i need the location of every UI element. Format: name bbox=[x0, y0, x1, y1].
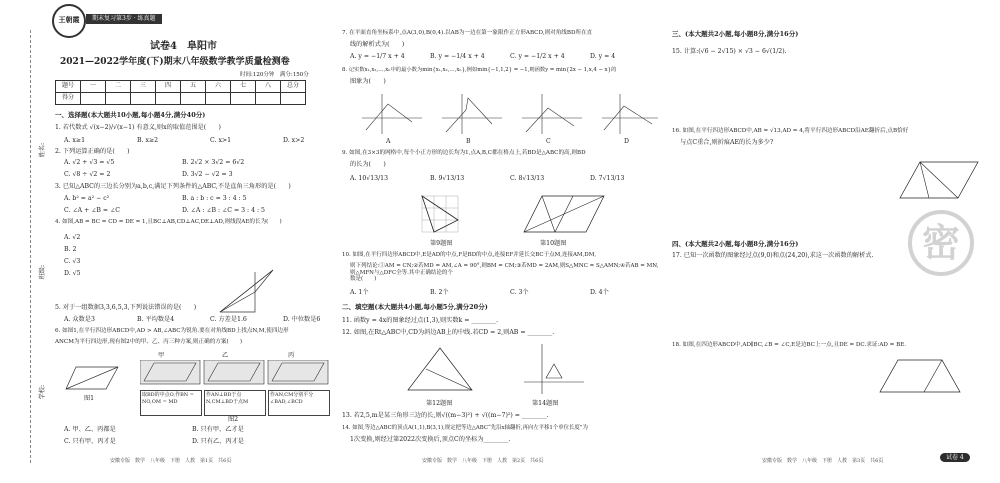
score-cell[interactable] bbox=[156, 93, 181, 105]
q10-text-1: 10. 如图,在平行四边形ABCD中,E是AD的中点,F是BD的中点,连接EF并延长交BC于点M,连接AM,DM, bbox=[342, 252, 597, 258]
logo bbox=[52, 4, 86, 38]
q8-text-1: 8. 记实数x₁,x₂,…,xₙ中的最小数为min{x₁,x₂,…,xₙ},例如min{−1,1,2} = −1,则函数y = min{2x − 1,x,4 − x}的 bbox=[342, 67, 617, 73]
q10-option: A. 1个 bbox=[350, 289, 369, 296]
q9-option: D. 7√13/13 bbox=[590, 175, 625, 182]
q12-text: 12. 如图,在Rt△ABC中,CD为斜边AB上的中线.若CD = 2,则AB = ________. bbox=[342, 329, 555, 336]
q3-text: 3. 已知△ABC的三边长分别为a,b,c,满足下列条件的△ABC,不是直角三角形的是( ) bbox=[55, 183, 291, 190]
logo-text: 王朝霞 bbox=[58, 15, 80, 24]
q3-option: A. b² = a² − c² bbox=[64, 195, 110, 202]
page-footer-3: 安徽专版 数学 八年级 下册 人教 第3页 共6页 bbox=[762, 458, 884, 464]
q4-option: C. √3 bbox=[64, 258, 81, 265]
q8-label-b: B bbox=[466, 138, 471, 145]
section-2-heading: 二、填空题(本大题共4小题,每小题5分,满分20分) bbox=[342, 303, 488, 311]
q10-figure-caption: 第10题图 bbox=[540, 240, 567, 247]
q3-option: B. a : b : c = 3 : 4 : 5 bbox=[182, 195, 247, 202]
q5-option: A. 众数是3 bbox=[64, 316, 95, 323]
q14-text-2: 1次变换,则经过第2022次变换后,顶点C的坐标为________. bbox=[350, 436, 511, 443]
q4-option: D. √5 bbox=[64, 270, 81, 277]
q9-options bbox=[350, 175, 624, 183]
score-cell: 三 bbox=[131, 81, 156, 93]
q1-options bbox=[64, 137, 322, 145]
q7-option: B. y = −1/4 x + 4 bbox=[430, 53, 485, 60]
q7-option: A. y = −1/7 x + 4 bbox=[350, 53, 405, 60]
q2-options-row2 bbox=[64, 171, 233, 179]
q6-plan-b: 乙 bbox=[222, 352, 229, 359]
q8-label-a: A bbox=[386, 138, 391, 145]
q8-text-2: 图象为( ) bbox=[350, 78, 386, 85]
paper-tag-label: 试卷 4 bbox=[940, 453, 970, 462]
q13-text: 13. 若2,5,m是某三角形三边的长,则√((m−3)²) + √((m−7)²) = ________. bbox=[342, 412, 549, 419]
score-cell: 四 bbox=[156, 81, 181, 93]
q6-figure-2-caption: 图2 bbox=[228, 416, 239, 423]
score-cell[interactable] bbox=[106, 93, 131, 105]
q2-option: D. 3√2 − √2 = 3 bbox=[182, 171, 233, 178]
q14-figure bbox=[522, 342, 586, 396]
q6-plan-b-box: 作AN⊥BD于点N,CM⊥BD于点M bbox=[204, 390, 266, 416]
score-cell: 七 bbox=[231, 81, 256, 93]
section-4-heading: 四、(本大题共2小题,每小题8分,满分16分) bbox=[672, 240, 799, 248]
confidential-stamp bbox=[908, 210, 974, 276]
q16-text-2: 与点C重合,则折痕AE的长为多少? bbox=[680, 139, 774, 146]
score-cell[interactable] bbox=[206, 93, 231, 105]
section-3-heading: 三、(本大题共2小题,每小题8分,满分16分) bbox=[672, 30, 799, 38]
q7-text-1: 7. 在平面直角坐标系中,点A(3,0),B(0,4).以AB为一边在第一象限作正方形ABCD,则对角线BD所在直 bbox=[342, 30, 593, 36]
q10-option: D. 4个 bbox=[590, 289, 609, 296]
q5-option: B. 平均数是4 bbox=[137, 316, 175, 323]
q7-option: C. y = −1/2 x + 4 bbox=[510, 53, 565, 60]
stamp-text: 密 bbox=[921, 220, 960, 265]
q9-option: C. 8√13/13 bbox=[510, 175, 545, 182]
q3-option: C. ∠A + ∠B = ∠C bbox=[64, 207, 120, 214]
q2-option: C. √8 ÷ √2 = 2 bbox=[64, 171, 111, 178]
paper-tag bbox=[940, 454, 970, 462]
right-column bbox=[672, 0, 996, 483]
q1-text: 1. 若代数式 √(x−2)/√(x−1) 有意义,则x的取值范围是( ) bbox=[55, 124, 221, 131]
q10-text-2: 则下列结论:①AM = CN;②若MD = AM,∠A = 90°,则BM = CM;③若MD = 2AM,则S△MNC = S△AMN;④若AB = MN,则△MFN与△DFC全等.其中正确结论的个 bbox=[350, 263, 659, 277]
q6-option: B. 只有甲、乙才是 bbox=[192, 426, 244, 433]
q12-figure bbox=[406, 344, 476, 394]
review-badge: 期末复习第3步 · 练真题 bbox=[86, 14, 162, 24]
q8-graphs bbox=[362, 90, 662, 136]
q6-plan-c-box: 作AN,CM分别平分∠BAD,∠BCD bbox=[268, 390, 330, 416]
score-header-row bbox=[56, 81, 306, 93]
q9-option: B. 9√13/13 bbox=[430, 175, 465, 182]
q1-option: C. x>1 bbox=[210, 137, 232, 144]
paper-number: 试卷4 阜阳市 bbox=[150, 41, 217, 52]
exam-title: 2021—2022学年度(下)期末八年级数学教学质量检测卷 bbox=[60, 57, 290, 67]
q6-options-row1 bbox=[64, 426, 244, 434]
q6-text-1: 6. 如图1,在平行四边形ABCD中,AD > AB,∠ABC为锐角.要在对角线BD上找点N,M,使四边形 bbox=[55, 328, 289, 334]
score-cell: 一 bbox=[81, 81, 106, 93]
q6-text-2: ANCM为平行四边形,现有图2中的甲、乙、丙三种方案,则正确的方案( ) bbox=[55, 339, 243, 345]
q2-option: B. 2√2 × 3√2 = 6√2 bbox=[182, 159, 245, 166]
q9-text-1: 9. 如图,在3×3的网格中,每个小正方形的边长均为1,点A,B,C都在格点上,若BD是△ABC的高,则BD bbox=[342, 150, 586, 156]
q5-option: D. 中位数是6 bbox=[283, 316, 321, 323]
q10-options bbox=[350, 289, 609, 297]
q7-option: D. y = 4 bbox=[590, 53, 616, 60]
score-value-row bbox=[56, 93, 306, 105]
q18-text: 18. 如图,在四边形ABCD中,AD∥BC,∠B = ∠C,E是边BC上一点,且DE = DC.求证:AD = BE. bbox=[672, 342, 907, 348]
q8-label-c: C bbox=[546, 138, 551, 145]
q6-plan-figures bbox=[140, 360, 330, 386]
class-label: 班级: bbox=[39, 264, 47, 280]
score-cell: 八 bbox=[256, 81, 281, 93]
q4-figure bbox=[215, 262, 285, 316]
q14-text-1: 14. 如图,等边△ABC的顶点A(1,1),B(3,1),规定把等边△ABC“先沿x轴翻折,再向左平移1个单位长度”为 bbox=[342, 425, 588, 431]
score-cell[interactable] bbox=[281, 93, 306, 105]
score-table bbox=[55, 80, 306, 105]
section-1-heading: 一、选择题(本大题共10小题,每小题4分,满分40分) bbox=[55, 111, 206, 119]
q9-option: A. 10√13/13 bbox=[350, 175, 389, 182]
q4-options bbox=[64, 232, 81, 280]
score-cell: 总分 bbox=[281, 81, 306, 93]
q6-plan-a-box: 取BD的中点O,作BN = NO,OM = MD bbox=[140, 390, 202, 416]
q3-option: D. ∠A : ∠B : ∠C = 3 : 4 : 5 bbox=[182, 207, 265, 214]
q6-figure-1-caption: 图1 bbox=[84, 395, 95, 402]
middle-column bbox=[342, 0, 666, 483]
q6-plan-a: 甲 bbox=[158, 352, 165, 359]
q10-text-3: 数是( ) bbox=[350, 276, 377, 282]
school-label: 学校: bbox=[39, 384, 47, 400]
q6-plan-c: 丙 bbox=[288, 352, 295, 359]
score-cell[interactable] bbox=[131, 93, 156, 105]
score-cell: 题号 bbox=[56, 81, 81, 93]
q10-option: B. 2个 bbox=[430, 289, 449, 296]
q7-options bbox=[350, 53, 615, 61]
q5-options bbox=[64, 316, 320, 324]
score-cell[interactable] bbox=[256, 93, 281, 105]
q17-text: 17. 已知一次函数的图象经过点(9,0)和点(24,20),求这一次函数的解析式. bbox=[672, 252, 874, 259]
q10-figure bbox=[522, 194, 606, 236]
q11-text: 11. 函数y = 4x的图象经过点(1,3),则实数k = ________. bbox=[342, 317, 499, 324]
q12-figure-caption: 第12题图 bbox=[426, 400, 453, 407]
q4-option: B. 2 bbox=[64, 246, 77, 253]
q16-text-1: 16. 如图,在平行四边形ABCD中,AB = √13,AD = 4,将平行四边形ABCD沿AE翻折后,点B恰好 bbox=[672, 128, 909, 134]
time-score: 时间:120分钟 满分:150分 bbox=[240, 72, 309, 78]
q4-text: 4. 如图,AB = BC = CD = DE = 1,且BC⊥AB,CD⊥AC,DE⊥AD,则线段AE的长为( ) bbox=[55, 219, 282, 225]
q6-option: D. 只有乙、丙才是 bbox=[192, 438, 244, 445]
binding-line bbox=[30, 30, 31, 463]
q15-text: 15. 计算:(√6 − 2√15) × √3 − 6√(1/2). bbox=[672, 48, 787, 55]
q16-figure bbox=[898, 158, 980, 202]
score-cell[interactable] bbox=[181, 93, 206, 105]
score-cell: 六 bbox=[206, 81, 231, 93]
q3-options-row2 bbox=[64, 207, 265, 215]
q5-option: C. 方差是1.6 bbox=[210, 316, 247, 323]
q9-text-2: 的长为( ) bbox=[350, 161, 386, 168]
q10-option: C. 3个 bbox=[510, 289, 529, 296]
binding-margin bbox=[0, 0, 46, 483]
name-label: 姓名: bbox=[39, 142, 47, 158]
q2-options-row1 bbox=[64, 159, 244, 167]
q14-figure-caption: 第14题图 bbox=[532, 400, 559, 407]
score-cell: 五 bbox=[181, 81, 206, 93]
q1-option: D. x>2 bbox=[283, 137, 305, 144]
page-footer-1: 安徽专版 数学 八年级 下册 人教 第1页 共6页 bbox=[110, 458, 232, 464]
q4-option: A. √2 bbox=[64, 234, 81, 241]
q3-options-row1 bbox=[64, 195, 247, 203]
q2-option: A. √2 + √3 = √5 bbox=[64, 159, 115, 166]
q6-option: C. 只有甲、丙才是 bbox=[64, 438, 116, 445]
page-footer-2: 安徽专版 数学 八年级 下册 人教 第2页 共6页 bbox=[422, 458, 544, 464]
score-cell: 二 bbox=[106, 81, 131, 93]
q9-figure-caption: 第9题图 bbox=[430, 240, 453, 247]
score-cell: 得分 bbox=[56, 93, 81, 105]
q1-option: B. x≥2 bbox=[137, 137, 159, 144]
q9-figure bbox=[420, 194, 462, 236]
q1-option: A. x≥1 bbox=[64, 137, 86, 144]
q18-figure bbox=[878, 356, 962, 396]
q6-option: A. 甲、乙、丙都是 bbox=[64, 426, 116, 433]
score-cell[interactable] bbox=[81, 93, 106, 105]
q2-text: 2. 下列运算正确的是( ) bbox=[55, 148, 130, 155]
q8-label-d: D bbox=[624, 138, 629, 145]
score-cell[interactable] bbox=[231, 93, 256, 105]
q7-text-2: 线的解析式为( ) bbox=[350, 41, 405, 48]
left-column bbox=[50, 0, 335, 483]
q6-figure-1 bbox=[64, 365, 120, 393]
q6-options-row2 bbox=[64, 438, 244, 446]
q5-text: 5. 对于一组数据3,3,6,5,3,下列说法错误的是( ) bbox=[55, 304, 197, 311]
